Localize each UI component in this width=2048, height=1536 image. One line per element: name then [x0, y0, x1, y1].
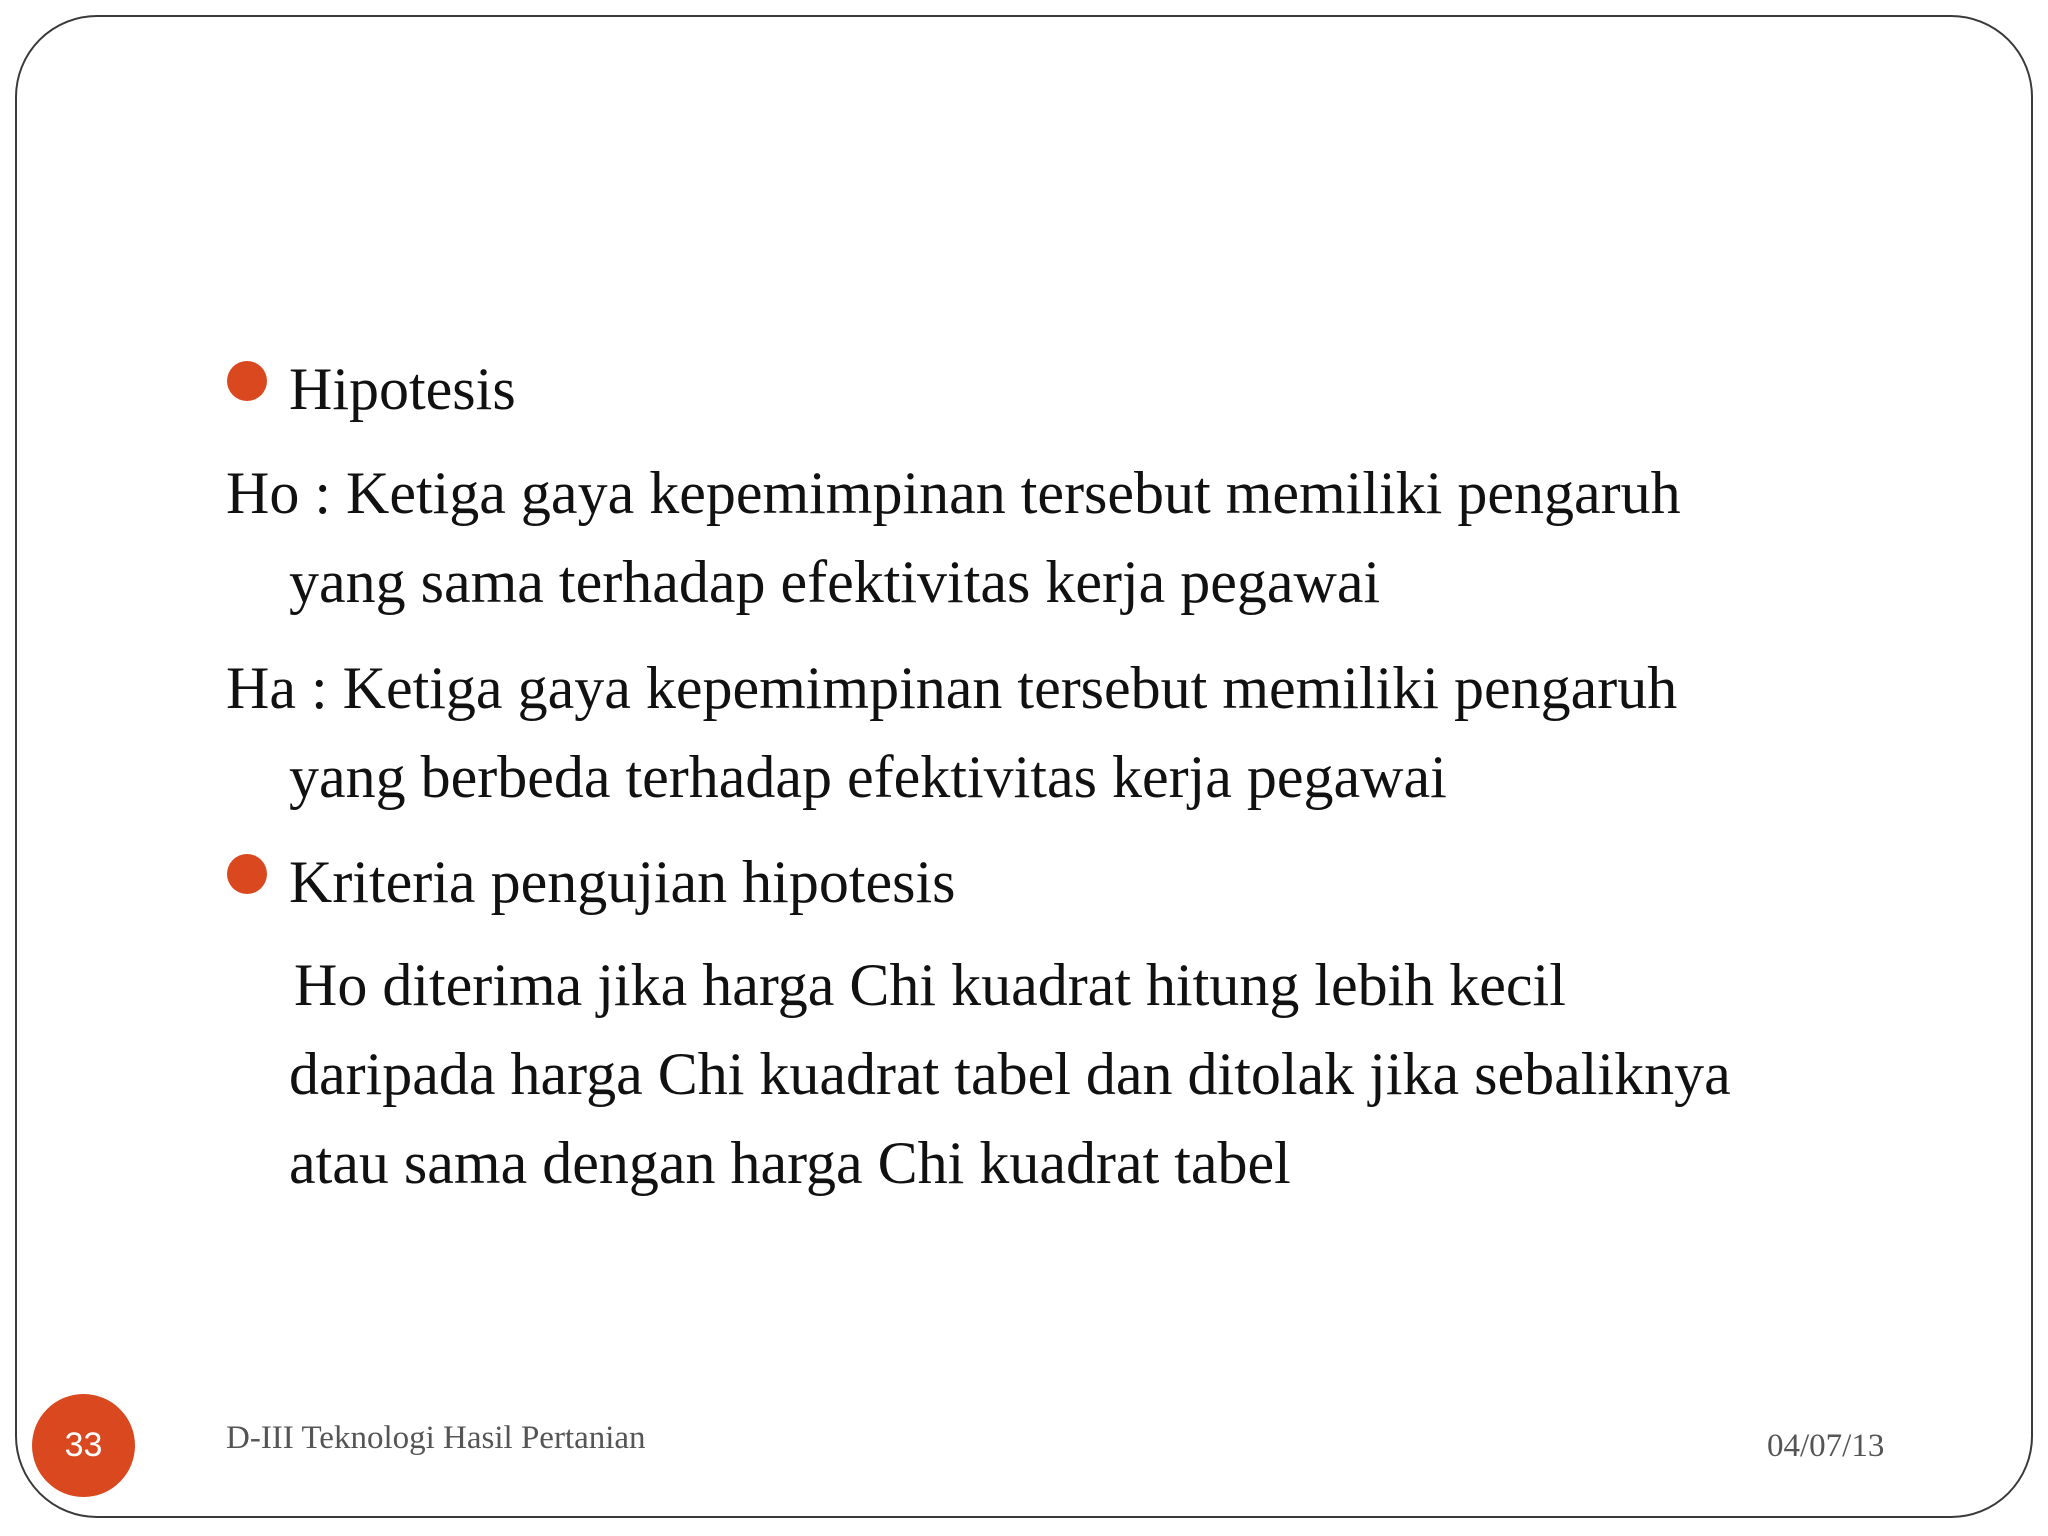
bullet-heading-kriteria: Kriteria pengujian hipotesis [289, 849, 956, 915]
ha-hypothesis-line-2: yang berbeda terhadap efektivitas kerja pegawai [289, 744, 1447, 810]
criteria-line-2: daripada harga Chi kuadrat tabel dan ditolak jika sebaliknya [289, 1041, 1731, 1107]
page-number: 33 [64, 1426, 103, 1464]
criteria-line-3: atau sama dengan harga Chi kuadrat tabel [289, 1130, 1291, 1196]
page-number-badge [32, 1394, 135, 1497]
ho-hypothesis-line-1: Ho : Ketiga gaya kepemimpinan tersebut memiliki pengaruh [226, 460, 1681, 526]
bullet-icon [227, 854, 267, 894]
bullet-heading-hipotesis: Hipotesis [289, 356, 516, 422]
criteria-line-1: Ho diterima jika harga Chi kuadrat hitung lebih kecil [294, 952, 1566, 1018]
footer-organization: D-III Teknologi Hasil Pertanian [226, 1420, 646, 1456]
ho-hypothesis-line-2: yang sama terhadap efektivitas kerja pegawai [289, 549, 1381, 615]
footer-date: 04/07/13 [1767, 1428, 1885, 1464]
bullet-icon [227, 361, 267, 401]
ha-hypothesis-line-1: Ha : Ketiga gaya kepemimpinan tersebut memiliki pengaruh [226, 655, 1678, 721]
